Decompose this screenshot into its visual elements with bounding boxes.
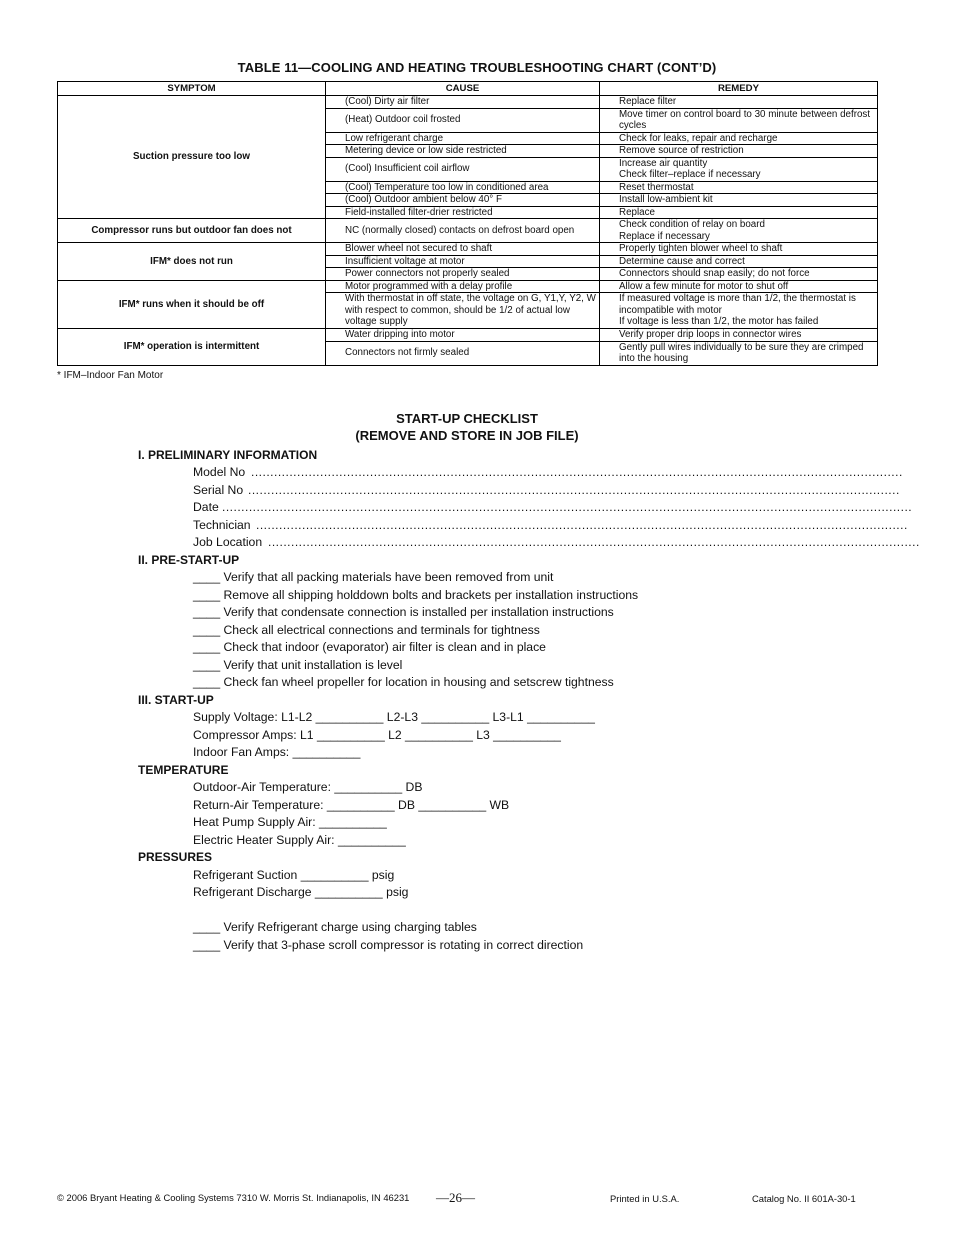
symptom-cell: Compressor runs but outdoor fan does not: [58, 219, 326, 243]
remedy-cell-line: Check filter–replace if necessary: [619, 169, 761, 180]
field-fill-line: ....................................................................................................................................................................................: [222, 500, 913, 514]
checklist-item: ____ Check that indoor (evaporator) air filter is clean and in place: [193, 640, 546, 654]
remedy-cell: Allow a few minute for motor to shut off: [600, 280, 878, 293]
cause-cell: Insufficient voltage at motor: [326, 255, 600, 268]
table-header-row: [58, 82, 878, 96]
remedy-cell: [600, 293, 878, 329]
remedy-cell-line: If voltage is less than 1/2, the motor has failed: [619, 316, 819, 328]
symptom-header: SYMPTOM: [58, 82, 326, 96]
field-fill-line: ..........................................................................................................................................................................: [248, 483, 900, 497]
checklist-item: ____ Verify that unit installation is level: [193, 658, 403, 672]
table-footnote: * IFM–Indoor Fan Motor: [57, 370, 164, 381]
section-heading-pressures: PRESSURES: [138, 850, 213, 864]
footer-copyright: © 2006 Bryant Heating & Cooling Systems 7310 W. Morris St. Indianapolis, IN 46231: [57, 1192, 410, 1203]
remedy-cell: Verify proper drip loops in connector wires: [600, 329, 878, 342]
heat-pump-supply-air-line: Heat Pump Supply Air: __________: [193, 815, 387, 829]
cause-cell: Low refrigerant charge: [326, 132, 600, 145]
field-date: Date: [193, 500, 219, 514]
table-title: TABLE 11—COOLING AND HEATING TROUBLESHOOTING CHART (CONT’D): [237, 60, 717, 75]
remedy-cell: Install low-ambient kit: [600, 194, 878, 207]
table-row: [58, 96, 878, 109]
remedy-cell: [600, 219, 878, 243]
cause-cell: Motor programmed with a delay profile: [326, 280, 600, 293]
section-heading-preliminary: I. PRELIMINARY INFORMATION: [138, 448, 318, 462]
refrigerant-suction-line: Refrigerant Suction __________ psig: [193, 868, 395, 882]
checklist-item: ____ Verify that 3-phase scroll compressor is rotating in correct direction: [193, 938, 584, 952]
checklist-item: ____ Check all electrical connections and terminals for tightness: [193, 623, 540, 637]
cause-cell: (Cool) Dirty air filter: [326, 96, 600, 109]
section-heading-prestart: II. PRE-START-UP: [138, 553, 240, 567]
refrigerant-discharge-line: Refrigerant Discharge __________ psig: [193, 885, 409, 899]
checklist-item: ____ Remove all shipping holddown bolts and brackets per installation instructions: [193, 588, 639, 602]
remedy-header: REMEDY: [600, 82, 878, 96]
remedy-cell: Replace: [600, 206, 878, 219]
field-fill-line: ..........................................................................................................................................................................: [256, 518, 908, 532]
cause-cell: Blower wheel not secured to shaft: [326, 243, 600, 256]
cause-cell: NC (normally closed) contacts on defrost board open: [326, 219, 600, 243]
checklist-item: ____ Check fan wheel propeller for location in housing and setscrew tightness: [193, 675, 614, 689]
footer-printed: Printed in U.S.A.: [610, 1193, 680, 1204]
table-row: [58, 280, 878, 293]
table-body: [58, 96, 878, 366]
symptom-cell: IFM* does not run: [58, 243, 326, 281]
remedy-cell-line: Check condition of relay on board: [619, 219, 765, 230]
remedy-cell: Replace filter: [600, 96, 878, 109]
remedy-cell: [600, 157, 878, 181]
checklist-item: ____ Verify that condensate connection is installed per installation instructions: [193, 605, 614, 619]
table-row: [58, 243, 878, 256]
compressor-amps-line: Compressor Amps: L1 __________ L2 __________ L3 __________: [193, 728, 561, 742]
remedy-cell: Move timer on control board to 30 minute between defrost cycles: [600, 108, 878, 132]
remedy-cell: Determine cause and correct: [600, 255, 878, 268]
cause-cell: (Cool) Insufficient coil airflow: [326, 157, 600, 181]
outdoor-air-temperature-line: Outdoor-Air Temperature: __________ DB: [193, 780, 423, 794]
return-air-temperature-line: Return-Air Temperature: __________ DB __________ WB: [193, 798, 510, 812]
symptom-cell: IFM* runs when it should be off: [58, 280, 326, 329]
cause-cell: With thermostat in off state, the voltage on G, Y1,Y, Y2, W with respect to common, should be 1/2 of actual low voltage supply: [326, 293, 600, 329]
checklist-item: ____ Verify that all packing materials have been removed from unit: [193, 570, 554, 584]
remedy-cell: Reset thermostat: [600, 181, 878, 194]
field-serial-no: Serial No: [193, 483, 244, 497]
remedy-cell-line: Replace if necessary: [619, 230, 710, 242]
field-technician: Technician: [193, 518, 251, 532]
remedy-cell: Check for leaks, repair and recharge: [600, 132, 878, 145]
cause-cell: Connectors not firmly sealed: [326, 341, 600, 365]
checklist-title-line1: START-UP CHECKLIST: [396, 411, 538, 426]
remedy-cell: Gently pull wires individually to be sure they are crimped into the housing: [600, 341, 878, 365]
remedy-cell: Connectors should snap easily; do not force: [600, 268, 878, 281]
remedy-cell-line: If measured voltage is more than 1/2, the thermostat is incompatible with motor: [619, 293, 856, 316]
footer-catalog: Catalog No. II 601A-30-1: [752, 1193, 856, 1204]
remedy-cell: Remove source of restriction: [600, 145, 878, 158]
table-row: [58, 329, 878, 342]
cause-cell: Field-installed filter-drier restricted: [326, 206, 600, 219]
field-job-location: Job Location: [193, 535, 263, 549]
checklist-title-line2: (REMOVE AND STORE IN JOB FILE): [355, 427, 579, 443]
cause-cell: (Cool) Temperature too low in conditioned area: [326, 181, 600, 194]
table-row: [58, 219, 878, 243]
remedy-cell: Properly tighten blower wheel to shaft: [600, 243, 878, 256]
electric-heater-supply-air-line: Electric Heater Supply Air: __________: [193, 833, 406, 847]
symptom-cell: Suction pressure too low: [58, 96, 326, 219]
cause-cell: Power connectors not properly sealed: [326, 268, 600, 281]
field-model-no: Model No: [193, 465, 246, 479]
checklist-title: [0, 411, 934, 444]
troubleshooting-table: [57, 81, 878, 366]
cause-cell: Water dripping into motor: [326, 329, 600, 342]
indoor-fan-amps-line: Indoor Fan Amps: __________: [193, 745, 361, 759]
cause-cell: (Cool) Outdoor ambient below 40° F: [326, 194, 600, 207]
symptom-cell: IFM* operation is intermittent: [58, 329, 326, 366]
section-heading-startup: III. START-UP: [138, 693, 214, 707]
remedy-cell-line: Increase air quantity: [619, 157, 708, 169]
field-fill-line: ..........................................................................................................................................................................: [268, 535, 920, 549]
cause-cell: Metering device or low side restricted: [326, 145, 600, 158]
section-heading-temperature: TEMPERATURE: [138, 763, 229, 777]
cause-header: CAUSE: [326, 82, 600, 96]
page-number: —26—: [436, 1190, 475, 1205]
supply-voltage-line: Supply Voltage: L1-L2 __________ L2-L3 __________ L3-L1 __________: [193, 710, 595, 724]
checklist-item: ____ Verify Refrigerant charge using charging tables: [193, 920, 477, 934]
field-fill-line: ..........................................................................................................................................................................: [251, 465, 903, 479]
cause-cell: (Heat) Outdoor coil frosted: [326, 108, 600, 132]
